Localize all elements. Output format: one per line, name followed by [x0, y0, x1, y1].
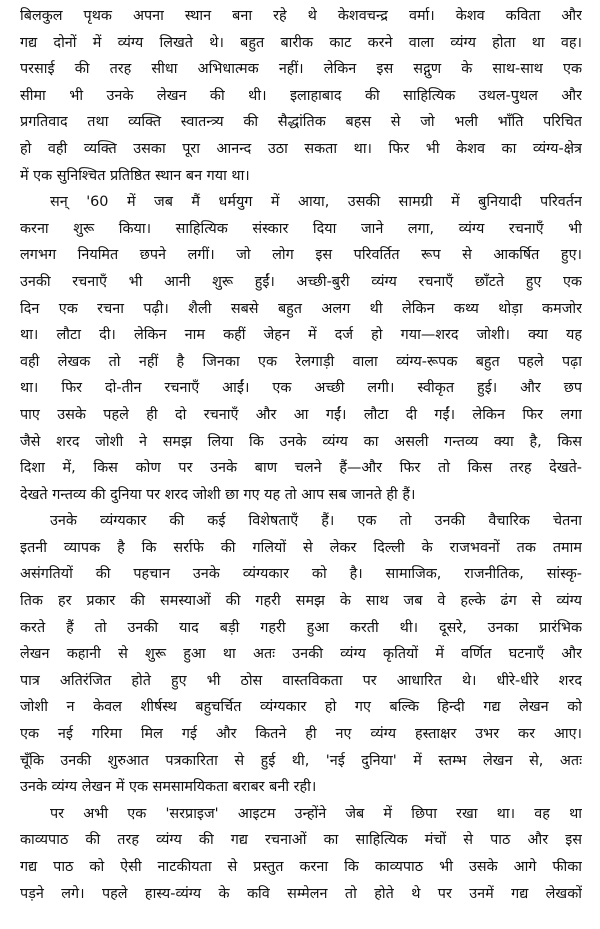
text-line: तिक हर प्रकार की समस्याओं की गहरी समझ के साथ जब वे हल्के ढंग से व्यंग्य: [20, 593, 582, 610]
text-line: उनकी रचनाएँ भी आनी शुरू हुईं। अच्छी-बुरी व्यंग्य रचनाएँ छाँटते हुए एक: [20, 273, 582, 290]
text-line: उनके व्यंग्य लेखन में एक समसामयिकता बराबर बनी रही।: [20, 779, 317, 796]
paragraph-visheshtayen: [20, 508, 582, 801]
text-line: पर अभी एक 'सरप्राइज' आइटम उन्होंने जेब में छिपा रखा था। वह था: [50, 805, 582, 822]
paragraph-surprise: [20, 801, 582, 907]
text-line: परसाई की तरह सीधा अभिधात्मक नहीं। लेकिन इस सद्गुण के साथ-साथ एक: [20, 61, 582, 78]
text-line: करना शुरू किया। साहित्यिक संस्कार दिया जाने लगा, व्यंग्य रचनाएँ भी: [20, 220, 582, 237]
text-line: प्रगतिवाद तथा व्यक्ति स्वातन्त्र्य की सैद्धांतिक बहस से जो भली भाँति परिचित: [20, 114, 582, 131]
text-line: वही लेखक तो नहीं है जिनका एक रेलगाड़ी वाला व्यंग्य-रूपक बहुत पहले पढ़ा: [20, 353, 582, 370]
text-line: में एक सुनिश्चित प्रतिष्ठित स्थान बन गया था।: [20, 167, 250, 184]
text-line: इतनी व्यापक है कि सर्राफे की गलियों से लेकर दिल्ली के राजभवनों तक तमाम: [20, 539, 582, 556]
text-line: था। लौटा दी। लेकिन नाम कहीं जेहन में दर्ज हो गया—शरद जोशी। क्या यह: [20, 327, 582, 344]
paragraph-keshav: [20, 3, 582, 189]
text-line: जैसे शरद जोशी ने समझ लिया कि उनके व्यंग्य का असली गन्तव्य क्या है, किस: [20, 433, 582, 450]
text-line: सीमा भी उनके लेखन की थी। इलाहाबाद की साहित्यिक उथल-पुथल और: [20, 87, 582, 104]
text-line: बिलकुल पृथक अपना स्थान बना रहे थे केशवचन्द्र वर्मा। केशव कविता और: [20, 8, 582, 24]
text-line: काव्यपाठ की तरह व्यंग्य की गद्य रचनाओं का साहित्यिक मंचों से पाठ और इस: [20, 832, 582, 849]
text-line: दिन एक रचना पढ़ी। शैली सबसे बहुत अलग थी लेकिन कथ्य थोड़ा कमजोर: [20, 300, 582, 317]
text-line: देखते गन्तव्य की दुनिया पर शरद जोशी छा गए यह तो आप सब जानते ही हैं।: [20, 486, 416, 503]
text-line: एक नई गरिमा मिल गई और कितने ही नए व्यंग्य हस्ताक्षर उभर कर आए।: [20, 726, 582, 743]
text-line: पड़ने लगे। पहले हास्य-व्यंग्य के कवि सम्मेलन तो होते थे पर उनमें गद्य लेखकों: [20, 885, 582, 902]
text-line: था। फिर दो-तीन रचनाएँ आईं। एक अच्छी लगी। स्वीकृत हुई। और छप: [20, 380, 582, 397]
text-line: पात्र अतिरंजित होते हुए भी ठोस वास्तविकता पर आधारित थे। धीरे-धीरे शरद: [20, 672, 582, 689]
paragraph-dharmayug: [20, 189, 582, 508]
text-line: लगभग नियमित छपने लगीं। जो लोग इस परिवर्तित रूप से आकर्षित हुए।: [20, 247, 582, 264]
text-line: चूँकि उनकी शुरुआत पत्रकारिता से हुई थी, 'नई दुनिया' में स्तम्भ लेखन से, अतः: [20, 752, 582, 769]
text-line: गद्य दोनों में व्यंग्य लिखते थे। बहुत बारीक काट करने वाला व्यंग्य होता था वह।: [20, 34, 582, 51]
text-line: लेखन कहानी से शुरू हुआ था अतः उनकी व्यंग्य कृतियों में वर्णित घटनाएँ और: [20, 646, 582, 663]
text-line: सन् '60 में जब मैं धर्मयुग में आया, उसकी सामग्री में बुनियादी परिवर्तन: [50, 194, 582, 211]
text-line: करते हैं तो उनकी याद बड़ी गहरी हुआ करती थी। दूसरे, उनका प्रारंभिक: [20, 619, 582, 636]
text-line: जोशी न केवल शीर्षस्थ बहुचर्चित व्यंग्यकार हो गए बल्कि हिन्दी गद्य लेखन को: [20, 699, 582, 716]
text-line: उनके व्यंग्यकार की कई विशेषताएँ हैं। एक तो उनकी वैचारिक चेतना: [50, 513, 582, 530]
text-line: दिशा में, किस कोण पर उनके बाण चलने हैं—और फिर तो किस तरह देखते-: [20, 460, 582, 477]
text-line: हो वही व्यक्ति उसका पूरा आनन्द उठा सकता था। फिर भी केशव का व्यंग्य-क्षेत्र: [20, 140, 582, 157]
text-line: असंगतियों की पहचान उनके व्यंग्यकार को है। सामाजिक, राजनीतिक, सांस्कृ-: [20, 566, 582, 583]
text-line: गद्य पाठ को ऐसी नाटकीयता से प्रस्तुत करना कि काव्यपाठ भी उसके आगे फीका: [20, 859, 582, 875]
text-line: पाए उसके पहले ही दो रचनाएँ और आ गईं। लौटा दी गईं। लेकिन फिर लगा: [20, 406, 582, 423]
